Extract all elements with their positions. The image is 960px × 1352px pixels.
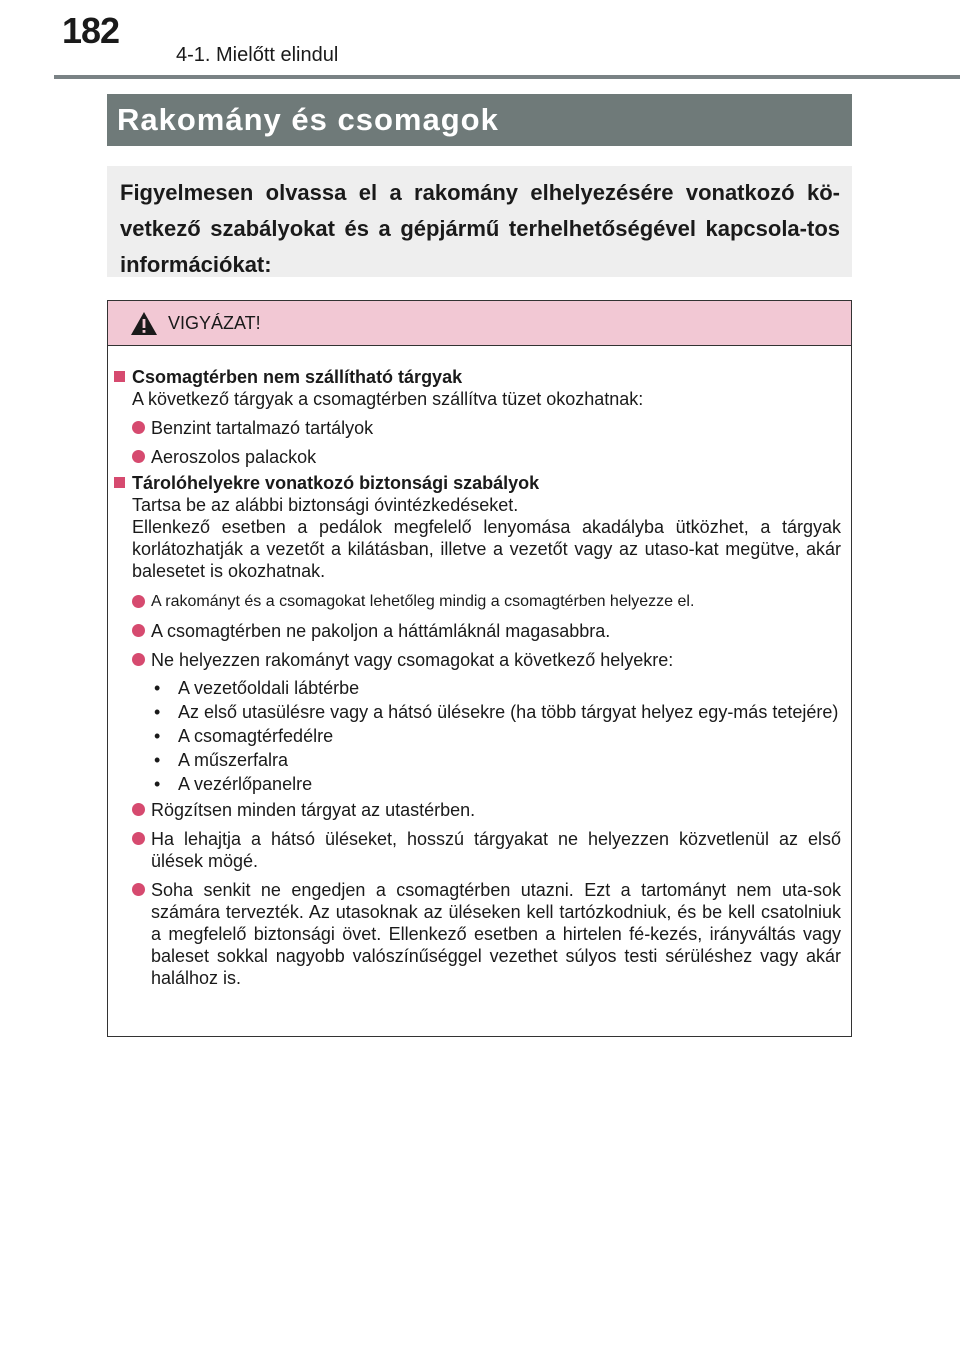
dot-bullet-icon bbox=[132, 624, 145, 637]
intro-box: Figyelmesen olvassa el a rakomány elhelyezésére vonatkozó kö-vetkező szabályokat és a gépjármű terhelhetőségével kapcsola-tos információkat: bbox=[107, 166, 852, 277]
bullet-item: Benzint tartalmazó tartályok bbox=[132, 417, 841, 439]
warning-body bbox=[108, 346, 851, 989]
dash-item: • A csomagtérfedélre bbox=[154, 726, 334, 746]
bullet-item: Ha lehajtja a hátsó üléseket, hosszú tárgyakat ne helyezzen közvetlenül az első ülések mögé. bbox=[132, 828, 841, 872]
dot-bullet-icon bbox=[132, 421, 145, 434]
bullet-item: Ne helyezzen rakományt vagy csomagokat a következő helyekre: bbox=[132, 649, 841, 671]
square-bullet-icon bbox=[114, 371, 125, 382]
warning-paragraph: Ellenkező esetben a pedálok megfelelő lenyomása akadályba ütközhet, a tárgyak korlátozhatják a vezetőt a kilátásban, illetve a vezetőt vagy az utaso-kat megütve, akár balesetet is okozhatnak. bbox=[132, 517, 841, 581]
dash-item: • A műszerfalra bbox=[154, 750, 289, 770]
bullet-item: Aeroszolos palackok bbox=[132, 446, 841, 468]
warning-paragraph: Tartsa be az alábbi biztonsági óvintézkedéseket. bbox=[132, 495, 519, 515]
warning-box bbox=[107, 300, 852, 1037]
dot-bullet-icon bbox=[132, 653, 145, 666]
header-rule bbox=[54, 75, 960, 79]
warning-subheading: Tárolóhelyekre vonatkozó biztonsági szabályok bbox=[114, 472, 841, 494]
warning-subheading: Csomagtérben nem szállítható tárgyak bbox=[114, 366, 841, 388]
dot-bullet-icon bbox=[132, 883, 145, 896]
square-bullet-icon bbox=[114, 477, 125, 488]
bullet-item: Rögzítsen minden tárgyat az utastérben. bbox=[132, 799, 841, 821]
bullet-item: Soha senkit ne engedjen a csomagtérben utazni. Ezt a tartományt nem uta-sok számára tervezték. Az utasoknak az üléseken kell tartózkodniuk, és be kell csatolniuk a megfelelő biztonsági övet. Ellenkező esetben a hirtelen fé-kezés, irányváltás vagy baleset sokkal nagyobb valószínűséggel vezethet súlyos testi sérüléshez vagy akár halálhoz is. bbox=[132, 879, 841, 989]
dot-bullet-icon bbox=[132, 450, 145, 463]
warning-header bbox=[108, 301, 851, 346]
bullet-item: A csomagtérben ne pakoljon a háttámláknál magasabbra. bbox=[132, 620, 841, 642]
page-title-bar bbox=[107, 94, 852, 146]
dash-item: • A vezérlőpanelre bbox=[154, 774, 313, 794]
dash-item: • Az első utasülésre vagy a hátsó ülésekre (ha több tárgyat helyez egy-más tetejére) bbox=[154, 702, 839, 722]
dot-bullet-icon bbox=[132, 803, 145, 816]
section-label: 4-1. Mielőtt elindul bbox=[176, 44, 339, 66]
dot-bullet-icon bbox=[132, 595, 145, 608]
page-title: Rakomány és csomagok bbox=[117, 102, 499, 137]
dash-item: • A vezetőoldali lábtérbe bbox=[154, 678, 360, 698]
bullet-item: A rakományt és a csomagokat lehetőleg mindig a csomagtérben helyezze el. bbox=[132, 591, 841, 613]
warning-paragraph: A következő tárgyak a csomagtérben szállítva tüzet okozhatnak: bbox=[132, 389, 644, 409]
dot-bullet-icon bbox=[132, 832, 145, 845]
warning-label: VIGYÁZAT! bbox=[168, 312, 261, 333]
warning-triangle-icon bbox=[130, 311, 158, 336]
page-number: 182 bbox=[62, 10, 120, 51]
